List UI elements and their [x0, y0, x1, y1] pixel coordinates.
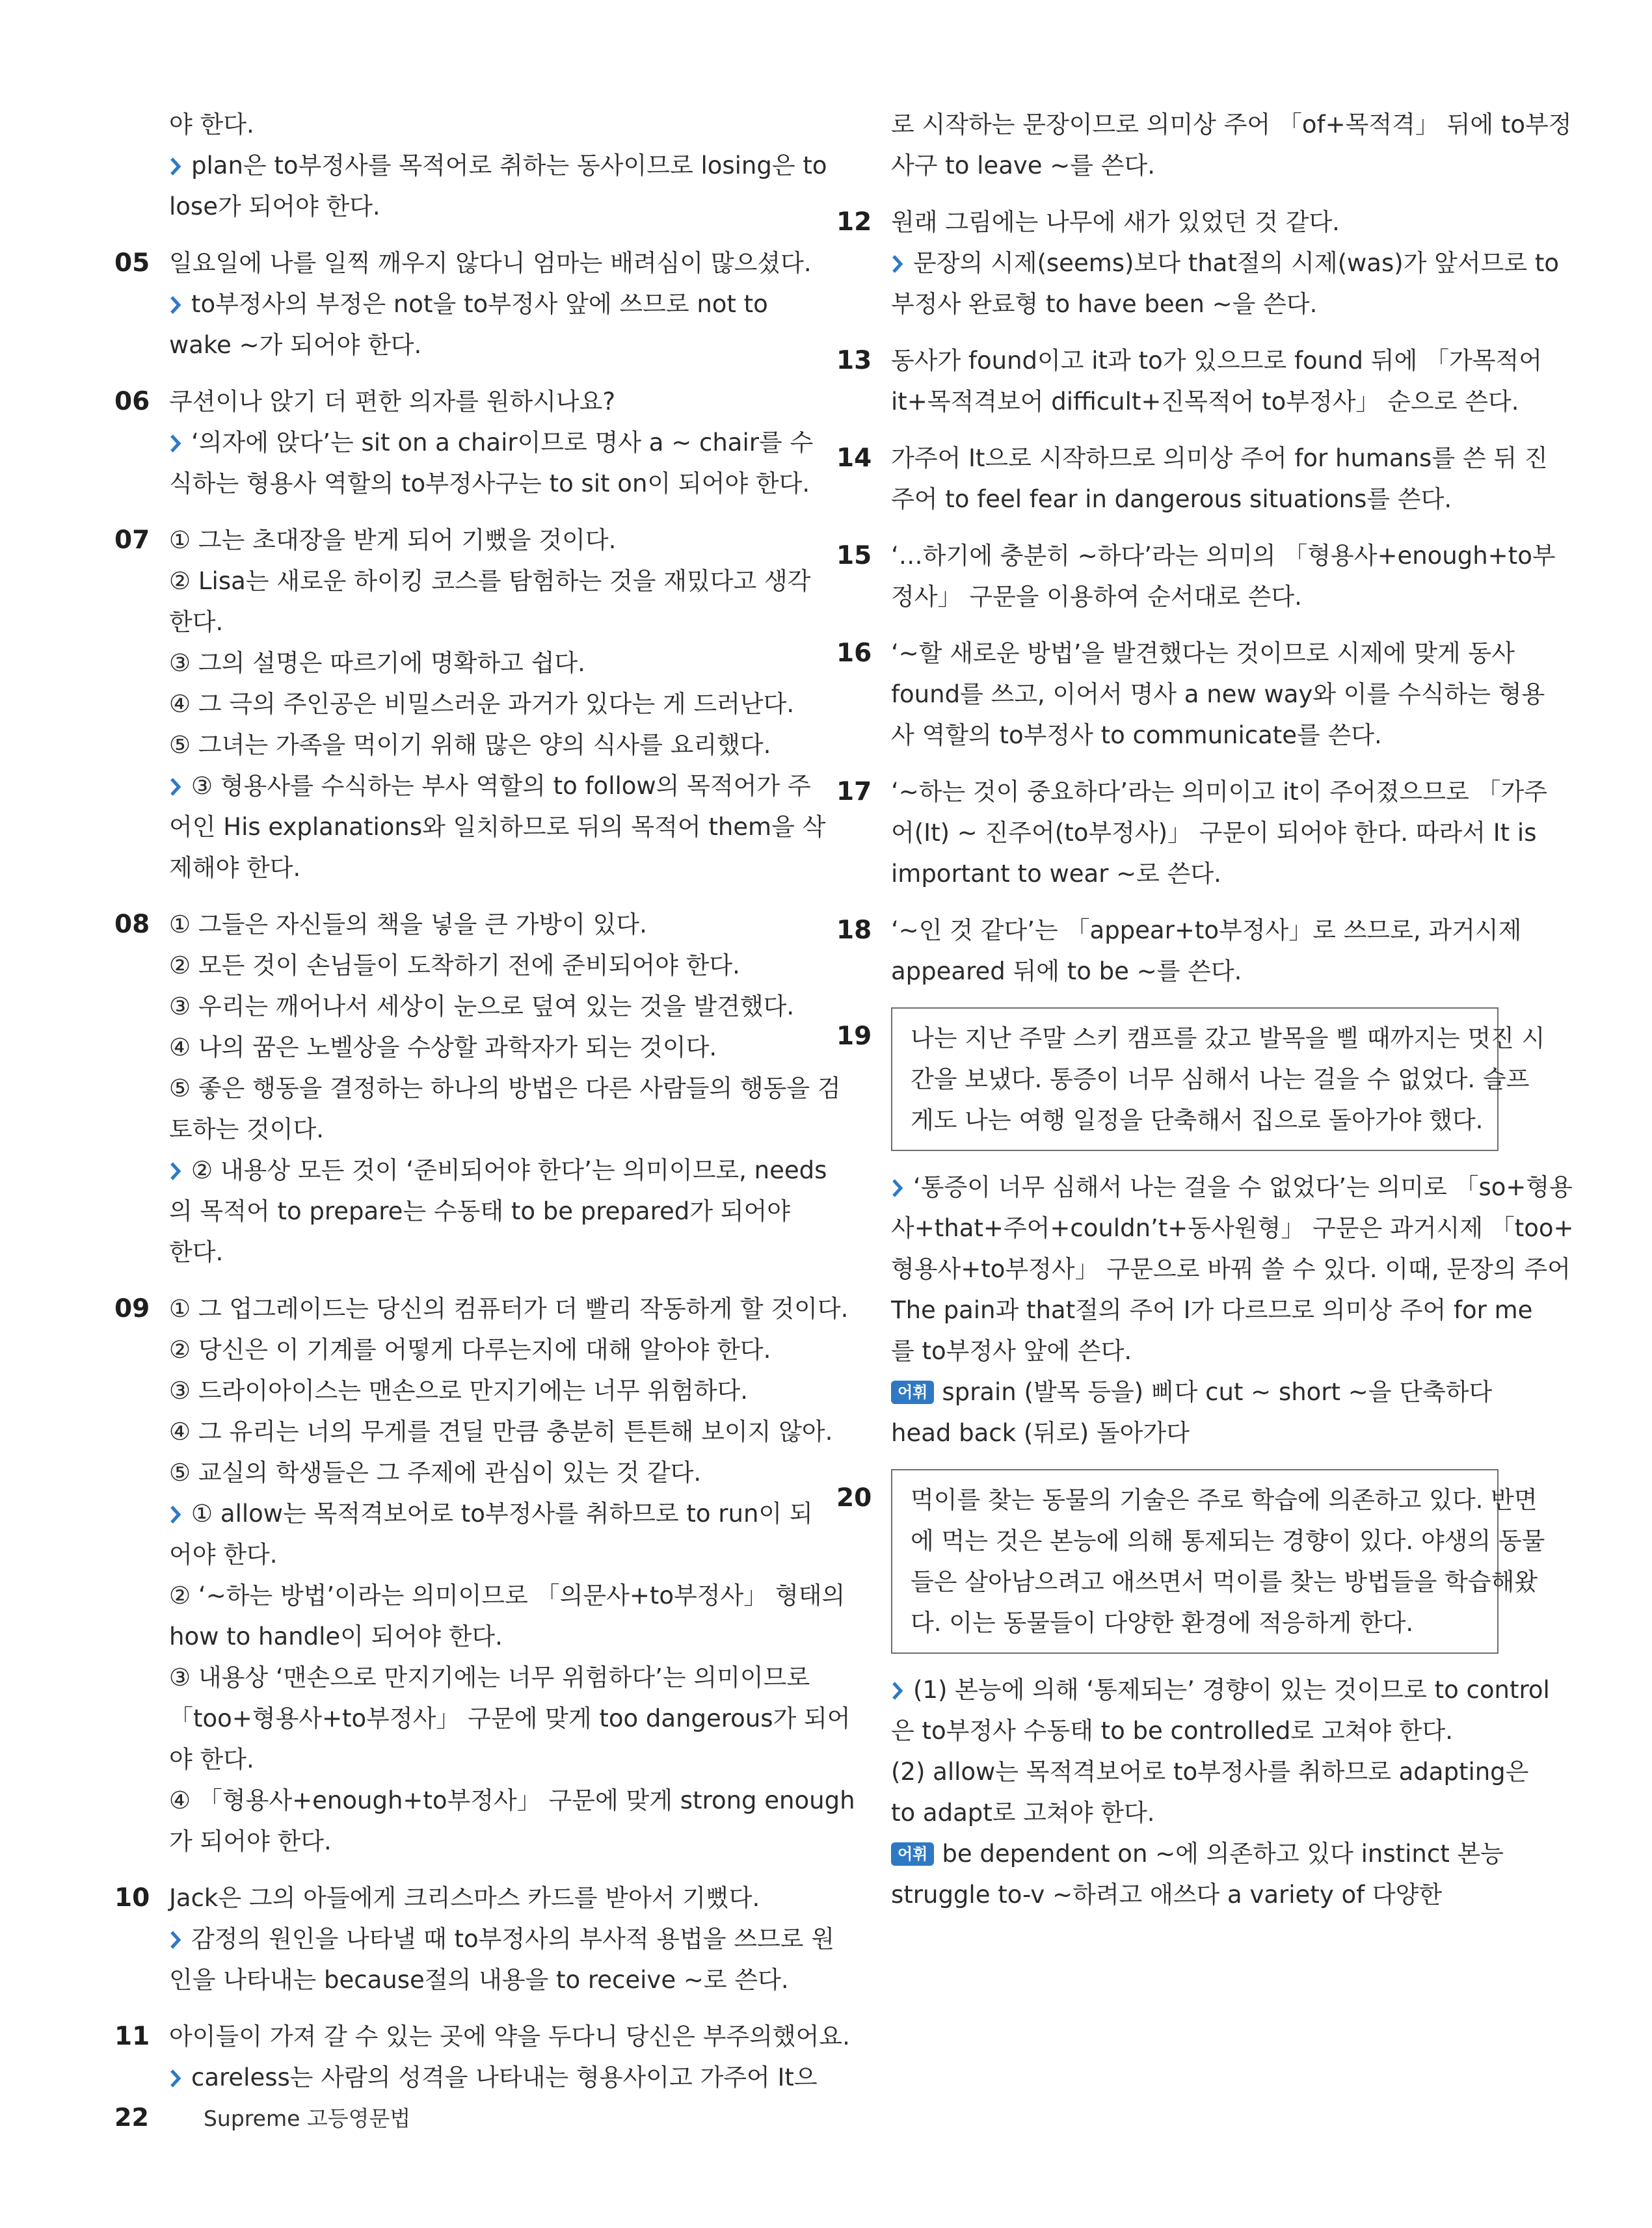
spacer	[836, 422, 1499, 438]
explanation-line	[114, 1918, 835, 1959]
text-line	[114, 1780, 855, 1821]
explanation-text: ‘의자에 앉다’는 sit on a chair이므로 명사 a ~ chair를 수	[191, 429, 814, 457]
text-line	[836, 381, 1519, 422]
line-text: 사+that+주어+couldn’t+동사원형」 구문은 과거시제 「too+	[891, 1214, 1574, 1242]
line-text: ③ 드라이아이스는 맨손으로 만지기에는 너무 위험하다.	[169, 1377, 749, 1405]
line-text: 주어 to feel fear in dangerous situations를 쓴다.	[891, 485, 1452, 513]
explanation-text: ① allow는 목적격보어로 to부정사를 취하므로 to run이 되	[191, 1500, 813, 1528]
spacer	[836, 1654, 1499, 1669]
numbered-line	[836, 633, 1515, 674]
line-text: 사 역할의 to부정사 to communicate를 쓴다.	[891, 721, 1382, 749]
text-line	[114, 104, 767, 145]
line-text: ④ 「형용사+enough+to부정사」 구문에 맞게 strong enough	[169, 1786, 855, 1814]
line-text: ② Lisa는 새로운 하이킹 코스를 탐험하는 것을 재밌다고 생각	[169, 567, 811, 595]
question-number: 19	[836, 1022, 872, 1051]
explanation-text: to부정사의 부정은 not을 to부정사 앞에 쓰므로 not to	[191, 290, 768, 318]
numbered-line	[836, 438, 1548, 479]
translation-text: 가주어 It으로 시작하므로 의미상 주어 for humans를 쓴 뒤 진	[891, 444, 1548, 472]
line-text: (2) allow는 목적격보어로 to부정사를 취하므로 adapting은	[891, 1758, 1529, 1786]
translation-text: 동사가 found이고 it과 to가 있으므로 found 뒤에 「가목적어	[891, 347, 1542, 375]
line-text: 한다.	[169, 608, 224, 636]
text-line	[836, 1208, 1574, 1249]
question-number: 14	[836, 444, 872, 473]
spacer	[836, 894, 1499, 910]
line-text: ⑤ 교실의 학생들은 그 주제에 관심이 있는 것 같다.	[169, 1459, 702, 1487]
explanation-line	[114, 145, 827, 186]
line-text: ④ 나의 꿈은 노벨상을 수상할 과학자가 되는 것이다.	[169, 1033, 717, 1061]
passage-item	[836, 1007, 1545, 1151]
translation-text: ‘~하는 것이 중요하다’라는 의미이고 it이 주어졌으므로 「가주	[891, 778, 1547, 806]
explanation-line	[114, 422, 814, 463]
text-line	[114, 463, 810, 504]
page-number: 22	[114, 2103, 149, 2132]
vocab-text: be dependent on ~에 의존하고 있다 instinct 본능	[942, 1840, 1504, 1868]
text-line	[836, 104, 1572, 145]
text-line	[114, 1698, 851, 1739]
chevron-right-icon	[891, 254, 904, 274]
translation-text: ‘~인 것 같다’는 「appear+to부정사」로 쓰므로, 과거시제	[891, 916, 1522, 944]
text-line	[114, 986, 795, 1027]
text-line	[836, 1412, 1499, 1453]
line-text: appeared 뒤에 to be ~를 쓴다.	[891, 957, 1242, 985]
box-line: 에 먹는 것은 본능에 의해 통제되는 경향이 있다. 야생의 동물	[911, 1527, 1545, 1555]
text-line	[836, 853, 1499, 894]
line-text: ⑤ 그녀는 가족을 먹이기 위해 많은 양의 식사를 요리했다.	[169, 731, 771, 759]
question-number: 08	[114, 910, 150, 939]
text-line	[114, 325, 767, 365]
numbered-line	[114, 243, 812, 284]
question-number: 05	[114, 248, 150, 278]
spacer	[836, 325, 1499, 340]
translation-text: ① 그는 초대장을 받게 되어 기뻤을 것이다.	[169, 526, 617, 554]
chevron-right-icon	[169, 434, 182, 453]
translation-text: Jack은 그의 아들에게 크리스마스 카드를 받아서 기뻤다.	[169, 1884, 760, 1912]
spacer	[114, 1273, 767, 1288]
translation-text: ‘~할 새로운 방법’을 발견했다는 것이므로 시제에 맞게 동사	[891, 639, 1515, 667]
spacer	[836, 186, 1499, 202]
text-line	[114, 602, 767, 643]
text-line	[114, 1191, 790, 1232]
explanation-text: 감정의 원인을 나타낼 때 to부정사의 부사적 용법을 쓰므로 원	[191, 1925, 835, 1953]
explanation-line	[114, 284, 767, 325]
explanation-text: careless는 사람의 성격을 나타내는 형용사이고 가주어 It으	[191, 2063, 818, 2091]
question-number: 20	[836, 1483, 872, 1513]
text-line	[114, 847, 767, 888]
explanation-line	[114, 1150, 827, 1191]
text-line	[114, 1109, 767, 1150]
vocab-line	[836, 1833, 1504, 1874]
translation-text: ‘…하기에 충분히 ~하다’라는 의미의 「형용사+enough+to부	[891, 542, 1556, 570]
line-text: 야 한다.	[169, 1745, 254, 1773]
numbered-line	[836, 340, 1542, 381]
line-text: 형용사+to부정사」 구문으로 바꿔 쓸 수 있다. 이때, 문장의 주어	[891, 1255, 1571, 1283]
spacer	[836, 1151, 1499, 1167]
explanation-text: (1) 본능에 의해 ‘통제되는’ 경향이 있는 것이므로 to control	[913, 1676, 1550, 1704]
text-line	[836, 951, 1499, 992]
translation-box	[891, 1469, 1545, 1654]
box-line: 먹이를 찾는 동물의 기술은 주로 학습에 의존하고 있다. 반면	[911, 1486, 1538, 1514]
explanation-line	[836, 243, 1560, 284]
text-line	[836, 1792, 1499, 1833]
right-column	[836, 104, 1574, 1915]
line-text: 를 to부정사 앞에 쓴다.	[891, 1337, 1132, 1365]
question-number: 11	[114, 2022, 150, 2051]
line-text: how to handle이 되어야 한다.	[169, 1623, 503, 1651]
chevron-right-icon	[891, 1178, 904, 1198]
line-text: ② 당신은 이 기계를 어떻게 다루는지에 대해 알아야 한다.	[169, 1336, 771, 1364]
question-number: 18	[836, 916, 872, 945]
text-line	[114, 1534, 767, 1575]
numbered-line	[836, 202, 1499, 243]
numbered-line	[114, 2016, 850, 2057]
text-line	[114, 1068, 841, 1109]
translation-box	[891, 1007, 1545, 1151]
line-text: 정사」 구문을 이용하여 순서대로 쓴다.	[891, 583, 1302, 611]
text-line	[114, 1575, 846, 1616]
text-line	[836, 1710, 1499, 1751]
line-text: 어인 His explanations와 일치하므로 뒤의 목적어 them을 삭	[169, 813, 826, 841]
spacer	[114, 1862, 767, 1877]
text-line	[836, 576, 1499, 617]
chevron-right-icon	[169, 1505, 182, 1524]
translation-text: 아이들이 가져 갈 수 있는 곳에 약을 두다니 당신은 부주의했어요.	[169, 2022, 850, 2050]
text-line	[836, 1874, 1499, 1915]
spacer	[114, 2000, 767, 2016]
text-line	[836, 1751, 1529, 1792]
line-text: ⑤ 좋은 행동을 결정하는 하나의 방법은 다른 사람들의 행동을 검	[169, 1074, 841, 1102]
numbered-line	[114, 1877, 767, 1918]
chevron-right-icon	[169, 157, 182, 176]
spacer	[114, 888, 767, 904]
numbered-line	[114, 1288, 849, 1329]
translation-text: 일요일에 나를 일찍 깨우지 않다니 엄마는 배려심이 많으셨다.	[169, 249, 812, 277]
line-text: head back (뒤로) 돌아가다	[891, 1419, 1190, 1447]
text-line	[114, 1821, 767, 1862]
text-line	[114, 643, 767, 683]
text-line	[836, 715, 1499, 756]
question-number: 09	[114, 1294, 150, 1323]
book-title: Supreme 고등영문법	[203, 2106, 411, 2131]
spacer	[836, 1453, 1499, 1469]
chevron-right-icon	[169, 777, 182, 797]
text-line	[836, 674, 1545, 715]
spacer	[836, 992, 1499, 1007]
question-number: 15	[836, 541, 872, 570]
text-line	[114, 724, 771, 765]
text-line	[836, 1290, 1533, 1331]
text-line	[836, 284, 1499, 325]
numbered-line	[114, 904, 767, 945]
line-text: 가 되어야 한다.	[169, 1827, 332, 1855]
question-number: 17	[836, 777, 872, 806]
box-line: 간을 보냈다. 통증이 너무 심해서 나는 걸을 수 없었다. 슬프	[911, 1065, 1530, 1093]
line-text: 사구 to leave ~를 쓴다.	[891, 152, 1156, 179]
explanation-line	[114, 2057, 818, 2098]
line-text: to adapt로 고쳐야 한다.	[891, 1799, 1155, 1827]
numbered-line	[836, 771, 1547, 812]
text-line	[836, 145, 1499, 186]
spacer	[114, 227, 767, 243]
line-text: 부정사 완료형 to have been ~을 쓴다.	[891, 290, 1318, 318]
line-text: struggle to-v ~하려고 애쓰다 a variety of 다양한	[891, 1881, 1443, 1909]
page-footer	[114, 2102, 410, 2132]
spacer	[114, 365, 767, 381]
line-text: 한다.	[169, 1238, 224, 1266]
explanation-line	[836, 1669, 1550, 1710]
numbered-line	[114, 381, 767, 422]
line-text: ② ‘~하는 방법’이라는 의미이므로 「의문사+to부정사」 형태의	[169, 1582, 846, 1610]
line-text: it+목적격보어 difficult+진목적어 to부정사」 순으로 쓴다.	[891, 388, 1519, 416]
numbered-line	[836, 535, 1556, 576]
line-text: 인을 나타내는 because절의 내용을 to receive ~로 쓴다.	[169, 1966, 789, 1994]
text-line	[114, 1329, 771, 1370]
chevron-right-icon	[169, 295, 182, 315]
explanation-text: plan은 to부정사를 목적어로 취하는 동사이므로 losing은 to	[191, 152, 827, 179]
question-number: 16	[836, 639, 872, 668]
line-text: ② 모든 것이 손님들이 도착하기 전에 준비되어야 한다.	[169, 951, 740, 979]
line-text: ④ 그 유리는 너의 무게를 견딜 만큼 충분히 튼튼해 보이지 않아.	[169, 1418, 833, 1446]
translation-text: 원래 그림에는 나무에 새가 있었던 것 같다.	[891, 208, 1340, 236]
box-line: 들은 살아남으려고 애쓰면서 먹이를 찾는 방법들을 학습해왔	[911, 1568, 1538, 1596]
explanation-line	[114, 765, 811, 806]
line-text: ④ 그 극의 주인공은 비밀스러운 과거가 있다는 게 드러난다.	[169, 690, 795, 718]
line-text: 어야 한다.	[169, 1541, 278, 1569]
spacer	[836, 617, 1499, 633]
vocab-line	[836, 1372, 1499, 1412]
text-line	[114, 806, 826, 847]
explanation-text: ‘통증이 너무 심해서 나는 걸을 수 없었다’는 의미로 「so+형용	[913, 1173, 1573, 1201]
box-line: 나는 지난 주말 스키 캠프를 갔고 발목을 삘 때까지는 멋진 시	[911, 1024, 1545, 1052]
line-text: found를 쓰고, 이어서 명사 a new way와 이를 수식하는 형용	[891, 680, 1545, 708]
spacer	[836, 520, 1499, 535]
explanation-text: ③ 형용사를 수식하는 부사 역할의 to follow의 목적어가 주	[191, 772, 811, 800]
spacer	[836, 756, 1499, 771]
text-line	[114, 1739, 767, 1780]
text-line	[836, 812, 1537, 853]
numbered-line	[114, 520, 767, 561]
text-line	[836, 1249, 1571, 1290]
explanation-line	[836, 1167, 1573, 1208]
question-number: 07	[114, 525, 150, 555]
explanation-text: 문장의 시제(seems)보다 that절의 시제(was)가 앞서므로 to	[913, 249, 1560, 277]
chevron-right-icon	[169, 2069, 182, 2088]
translation-text: ① 그 업그레이드는 당신의 컴퓨터가 더 빨리 작동하게 할 것이다.	[169, 1295, 849, 1323]
text-line	[114, 561, 811, 602]
explanation-text: ② 내용상 모든 것이 ‘준비되어야 한다’는 의미이므로, needs	[191, 1156, 827, 1184]
text-line	[114, 1027, 767, 1068]
text-line	[114, 1616, 767, 1657]
line-text: 어(It) ~ 진주어(to부정사)」 구문이 되어야 한다. 따라서 It is	[891, 819, 1537, 847]
question-number: 12	[836, 207, 872, 237]
line-text: The pain과 that절의 주어 I가 다르므로 의미상 주어 for me	[891, 1296, 1533, 1324]
line-text: 토하는 것이다.	[169, 1115, 324, 1143]
line-text: 야 한다.	[169, 111, 254, 139]
question-number: 10	[114, 1883, 150, 1913]
text-line	[114, 1411, 833, 1452]
vocab-badge: 어휘	[891, 1842, 934, 1866]
text-line	[114, 1370, 767, 1411]
text-line	[114, 1452, 767, 1493]
chevron-right-icon	[169, 1161, 182, 1181]
spacer	[114, 504, 767, 520]
vocab-badge: 어휘	[891, 1381, 934, 1404]
line-text: 은 to부정사 수동태 to be controlled로 고쳐야 한다.	[891, 1717, 1454, 1745]
text-line	[836, 479, 1499, 520]
question-number: 06	[114, 387, 150, 416]
text-line	[114, 683, 795, 724]
passage-item	[836, 1469, 1545, 1654]
line-text: wake ~가 되어야 한다.	[169, 331, 422, 359]
line-text: important to wear ~로 쓴다.	[891, 860, 1221, 888]
line-text: lose가 되어야 한다.	[169, 192, 380, 220]
vocab-text: sprain (발목 등을) 삐다 cut ~ short ~을 단축하다	[942, 1378, 1493, 1406]
explanation-line	[114, 1493, 813, 1534]
text-line	[114, 1959, 789, 2000]
text-line	[114, 945, 767, 986]
text-line	[836, 1331, 1499, 1372]
line-text: ③ 그의 설명은 따르기에 명확하고 쉽다.	[169, 649, 585, 677]
box-line: 게도 나는 여행 일정을 단축해서 집으로 돌아가야 했다.	[911, 1106, 1484, 1134]
chevron-right-icon	[891, 1681, 904, 1701]
question-number: 13	[836, 346, 872, 375]
text-line	[114, 186, 767, 227]
text-line	[114, 1232, 767, 1273]
box-line: 다. 이는 동물들이 다양한 환경에 적응하게 한다.	[911, 1609, 1414, 1637]
line-text: ③ 우리는 깨어나서 세상이 눈으로 덮여 있는 것을 발견했다.	[169, 992, 795, 1020]
translation-text: ① 그들은 자신들의 책을 넣을 큰 가방이 있다.	[169, 910, 647, 938]
line-text: 로 시작하는 문장이므로 의미상 주어 「of+목적격」 뒤에 to부정	[891, 111, 1572, 139]
line-text: 식하는 형용사 역할의 to부정사구는 to sit on이 되어야 한다.	[169, 470, 810, 497]
line-text: ③ 내용상 ‘맨손으로 만지기에는 너무 위험하다’는 의미이므로	[169, 1664, 810, 1691]
numbered-line	[836, 910, 1522, 951]
line-text: 「too+형용사+to부정사」 구문에 맞게 too dangerous가 되어	[169, 1704, 851, 1732]
translation-text: 쿠션이나 앉기 더 편한 의자를 원하시나요?	[169, 388, 616, 416]
line-text: 의 목적어 to prepare는 수동태 to be prepared가 되어야	[169, 1197, 790, 1225]
chevron-right-icon	[169, 1930, 182, 1950]
line-text: 제해야 한다.	[169, 854, 301, 882]
text-line	[114, 1657, 810, 1698]
